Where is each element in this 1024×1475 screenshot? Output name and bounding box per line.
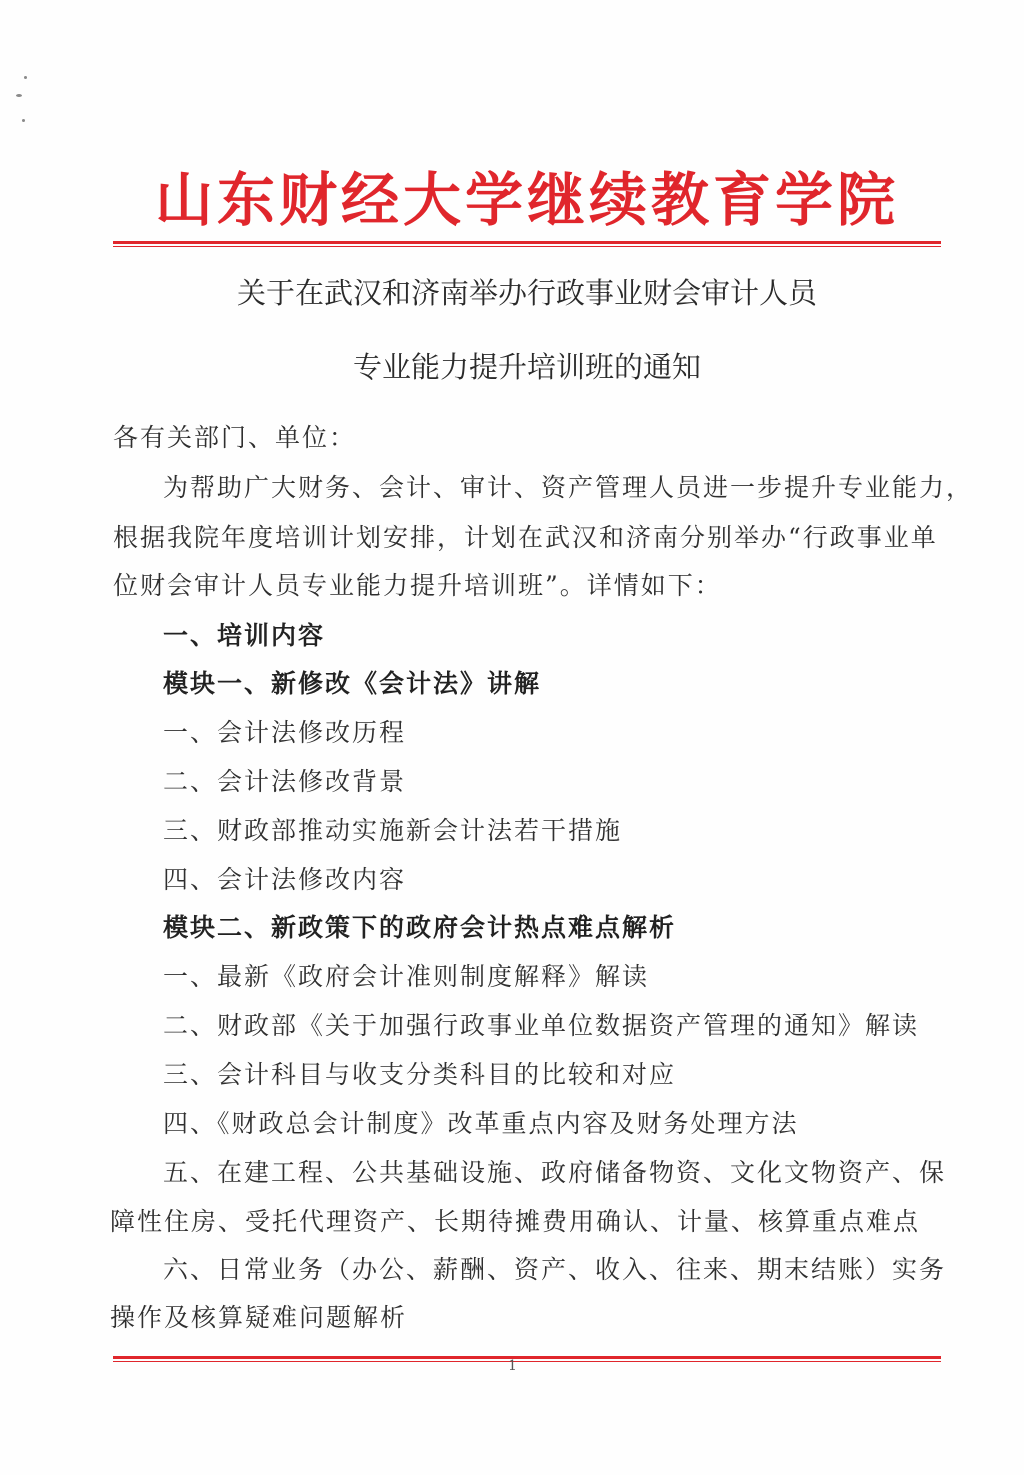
module-2-item-5-line-2: 障性住房、受托代理资产、长期待摊费用确认、计量、核算重点难点 bbox=[110, 1207, 921, 1236]
document-title-line-1: 关于在武汉和济南举办行政事业财会审计人员 bbox=[236, 276, 817, 310]
module-1-item: 三、财政部推动实施新会计法若干措施 bbox=[163, 816, 623, 845]
module-2-item: 三、会计科目与收支分类科目的比较和对应 bbox=[163, 1060, 677, 1089]
page-number: 1 bbox=[508, 1358, 517, 1374]
section-heading-training-content: 一、培训内容 bbox=[163, 621, 326, 650]
module-2-item: 四、《财政总会计制度》改革重点内容及财务处理方法 bbox=[163, 1109, 799, 1138]
institution-letterhead: 山东财经大学继续教育学院 bbox=[154, 166, 899, 234]
module-1-heading: 模块一、新修改《会计法》讲解 bbox=[163, 669, 542, 698]
module-1-item: 一、会计法修改历程 bbox=[163, 718, 407, 747]
module-2-item-6-line-2: 操作及核算疑难问题解析 bbox=[110, 1303, 408, 1332]
module-2-item: 二、财政部《关于加强行政事业单位数据资产管理的通知》解读 bbox=[163, 1011, 920, 1040]
intro-paragraph-line-2: 根据我院年度培训计划安排，计划在武汉和济南分别举办“行政事业单 bbox=[113, 523, 938, 552]
module-2-item: 一、最新《政府会计准则制度解释》解读 bbox=[163, 962, 650, 991]
module-2-item-5-line-1: 五、在建工程、公共基础设施、政府储备物资、文化文物资产、保 bbox=[163, 1158, 947, 1187]
intro-paragraph-line-3: 位财会审计人员专业能力提升培训班”。详情如下： bbox=[113, 571, 722, 600]
footer-divider bbox=[113, 1356, 941, 1362]
module-1-item: 四、会计法修改内容 bbox=[163, 865, 407, 894]
module-2-heading: 模块二、新政策下的政府会计热点难点解析 bbox=[163, 913, 677, 942]
intro-paragraph-line-1: 为帮助广大财务、会计、审计、资产管理人员进一步提升专业能力， bbox=[163, 473, 974, 502]
module-1-item: 二、会计法修改背景 bbox=[163, 767, 407, 796]
salutation: 各有关部门、单位： bbox=[113, 423, 357, 452]
document-title-line-2: 专业能力提升培训班的通知 bbox=[352, 350, 701, 384]
module-2-item-6-line-1: 六、日常业务（办公、薪酬、资产、收入、往来、期末结账）实务 bbox=[163, 1255, 947, 1284]
letterhead-divider bbox=[113, 241, 941, 247]
scan-artifact-marks bbox=[10, 72, 30, 132]
